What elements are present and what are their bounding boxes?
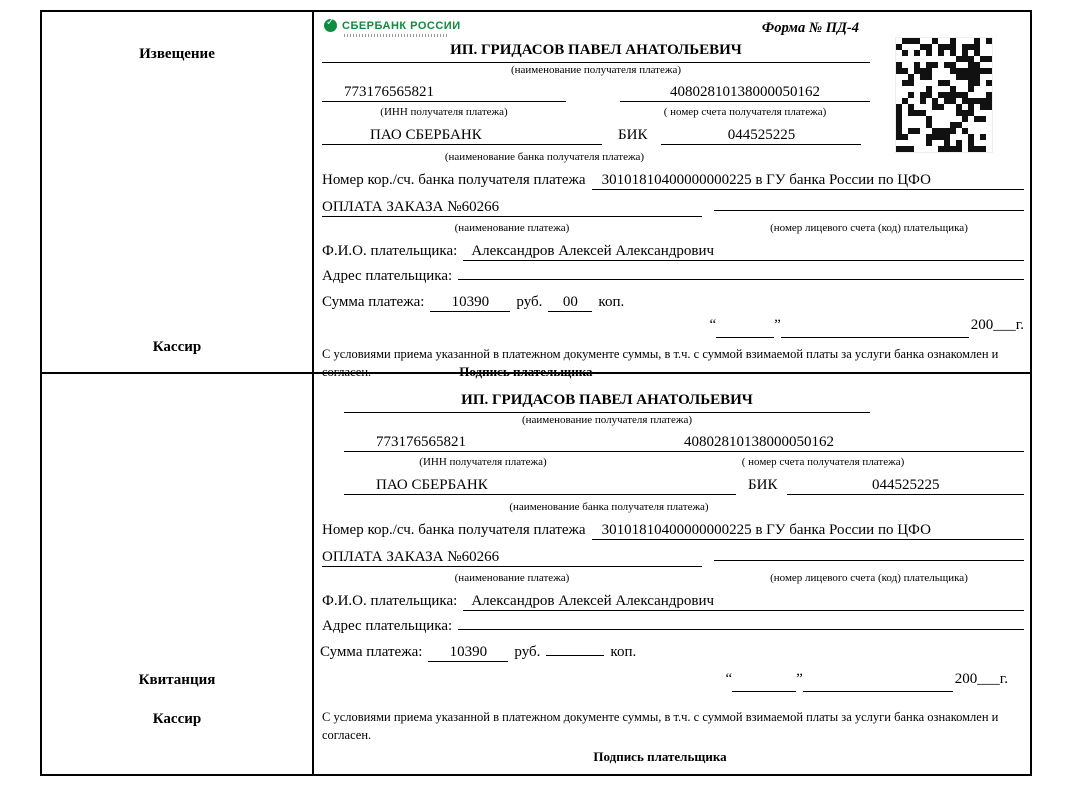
sberbank-logo-text: СБЕРБАНК РОССИИ: [342, 19, 461, 32]
sum-rub-value: 10390: [428, 644, 508, 662]
open-quote: “: [709, 317, 717, 333]
payer-code-caption: (номер лицевого счета (код) плательщика): [770, 572, 968, 584]
payer-address-label: Адрес плательщика:: [322, 618, 453, 634]
payment-form-pd4: [40, 10, 1032, 776]
qr-code: [895, 37, 993, 153]
close-quote: ”: [774, 317, 781, 333]
corr-account-value: 30101810400000000225 в ГУ банка России по ЦФО: [592, 172, 1024, 190]
sberbank-logo: [324, 19, 461, 37]
sum-label: Сумма платежа:: [320, 644, 423, 660]
year-text: 200___г.: [970, 317, 1024, 333]
payer-address-value: [458, 279, 1024, 280]
payment-caption: (наименование платежа): [454, 572, 570, 584]
payment-purpose: ОПЛАТА ЗАКАЗА №60266: [322, 549, 702, 567]
payer-address-label: Адрес плательщика:: [322, 268, 453, 284]
payer-code-line: [714, 210, 1024, 211]
form-number: Форма № ПД-4: [761, 19, 859, 36]
month-blank-line: [781, 324, 969, 338]
payer-address-value: [458, 629, 1024, 630]
payer-name-label: Ф.И.О. плательщика:: [322, 243, 458, 259]
notice-form: [314, 12, 1030, 380]
receipt-form: [314, 374, 1030, 774]
close-quote: ”: [796, 671, 803, 687]
recipient-caption: (наименование получателя платежа): [521, 414, 693, 426]
day-blank-line: [732, 678, 796, 692]
sum-kop-value: 00: [548, 294, 592, 312]
date-line: [320, 671, 1008, 692]
terms-block: [322, 708, 1012, 744]
signature-label: Подпись плательщика: [593, 749, 727, 765]
payment-purpose: ОПЛАТА ЗАКАЗА №60266: [322, 199, 702, 217]
recipient-name: ИП. ГРИДАСОВ ПАВЕЛ АНАТОЛЬЕВИЧ: [344, 392, 870, 413]
bank-name: ПАО СБЕРБАНК: [322, 127, 602, 145]
account-caption: ( номер счета получателя платежа): [663, 106, 827, 118]
kop-label: коп.: [598, 294, 625, 310]
month-blank-line: [803, 678, 953, 692]
kop-label: коп.: [610, 644, 637, 660]
open-quote: “: [725, 671, 733, 687]
receipt-side-column: [42, 374, 314, 774]
signature-label: Подпись плательщика: [459, 364, 593, 380]
bank-name: ПАО СБЕРБАНК: [344, 477, 736, 495]
corr-account-label: Номер кор./сч. банка получателя платежа: [322, 522, 586, 538]
bik-value: 044525225: [787, 477, 1024, 495]
recipient-name: ИП. ГРИДАСОВ ПАВЕЛ АНАТОЛЬЕВИЧ: [322, 42, 870, 63]
bik-value: 044525225: [661, 127, 861, 145]
logo-subtext-line: [344, 34, 448, 37]
date-line: [320, 317, 1024, 338]
bank-caption: (наименование банка получателя платежа): [509, 501, 709, 513]
account-value: 40802810138000050162: [622, 434, 1024, 452]
corr-account-label: Номер кор./сч. банка получателя платежа: [322, 172, 586, 188]
payer-name-label: Ф.И.О. плательщика:: [322, 593, 458, 609]
bik-label: БИК: [618, 127, 648, 143]
recipient-caption: (наименование получателя платежа): [510, 64, 682, 76]
receipt-cashier-label: Кассир: [152, 711, 202, 727]
rub-label: руб.: [514, 644, 541, 660]
inn-caption: (ИНН получателя платежа): [419, 456, 547, 468]
account-caption: ( номер счета получателя платежа): [741, 456, 905, 468]
terms-text: С условиями приема указанной в платежном документе суммы, в т.ч. с суммой взимаемой платы за услуги банка ознакомлен и согласен.: [322, 347, 999, 380]
account-value: 40802810138000050162: [620, 84, 870, 102]
inn-value: 773176565821: [322, 84, 566, 102]
bank-caption: (наименование банка получателя платежа): [444, 151, 645, 163]
sum-kop-value: [546, 655, 604, 656]
inn-caption: (ИНН получателя платежа): [380, 106, 508, 118]
payer-code-caption: (номер лицевого счета (код) плательщика): [770, 222, 968, 234]
rub-label: руб.: [516, 294, 543, 310]
year-text: 200___г.: [954, 671, 1008, 687]
payer-name-value: Александров Алексей Александрович: [463, 243, 1024, 261]
corr-account-value: 30101810400000000225 в ГУ банка России по ЦФО: [592, 522, 1024, 540]
notice-section: [42, 12, 1030, 380]
sberbank-check-icon: [324, 19, 337, 32]
notice-section-label: Извещение: [139, 46, 215, 62]
bik-label: БИК: [748, 477, 778, 493]
payer-code-line: [714, 560, 1024, 561]
receipt-section-label: Квитанция: [138, 672, 216, 688]
notice-side-column: [42, 12, 314, 372]
payment-caption: (наименование платежа): [454, 222, 570, 234]
terms-text: С условиями приема указанной в платежном документе суммы, в т.ч. с суммой взимаемой платы за услуги банка ознакомлен и согласен.: [322, 710, 999, 743]
inn-value: 773176565821: [344, 434, 622, 452]
day-blank-line: [716, 324, 774, 338]
payer-name-value: Александров Алексей Александрович: [463, 593, 1024, 611]
sum-rub-value: 10390: [430, 294, 510, 312]
notice-cashier-label: Кассир: [152, 339, 202, 355]
receipt-section: [42, 372, 1030, 774]
sum-label: Сумма платежа:: [322, 294, 425, 310]
